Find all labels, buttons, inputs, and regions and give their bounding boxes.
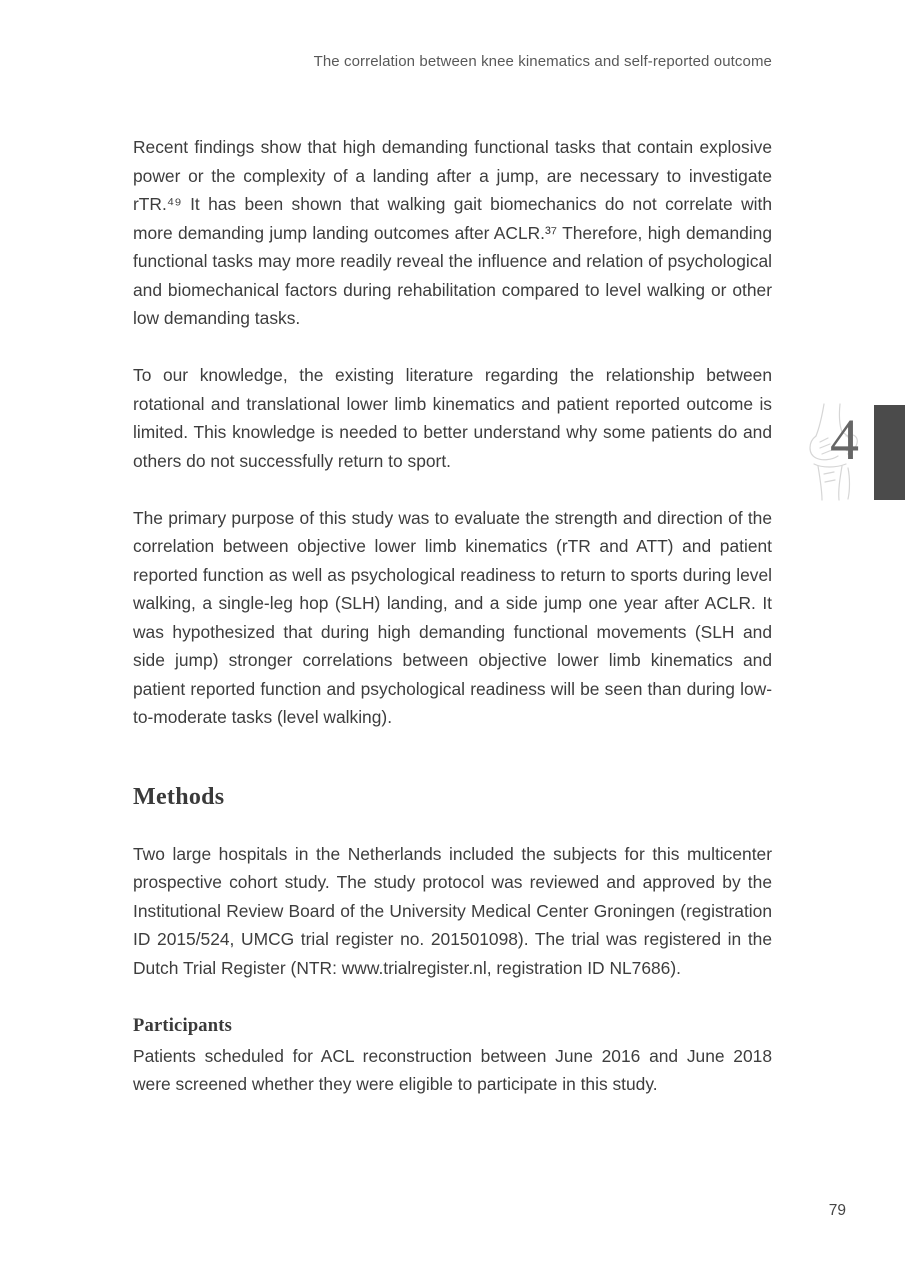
paragraph-intro-3: The primary purpose of this study was to evaluate the strength and direction of the correlation between objective lower limb kinematics (rTR and ATT) and patient reported function as well as psychological readiness to return to sports during level walking, a single-leg hop (SLH) landing, and a side jump one year after ACLR. It was hypothesized that during high demanding functional movements (SLH and side jump) stronger correlations between objective lower limb kinematics and patient reported function and psychological readiness will be seen than during low-to-moderate tasks (level walking). [133,507,772,727]
page-number: 79 [828,1202,846,1219]
participants-heading: Participants [133,1016,233,1036]
paragraph-participants: Patients scheduled for ACL reconstruction between June 2016 and June 2018 were screened whether they were eligible to participate in this study. [133,1045,772,1094]
paragraph-intro-2: To our knowledge, the existing literature regarding the relationship between rotational and translational lower limb kinematics and patient reported outcome is limited. This knowledge is needed to better understand why some patients do and others do not successfully return to sport. [133,365,772,471]
running-header: The correlation between knee kinematics and self-reported outcome [313,53,772,70]
chapter-number: 4 [830,407,859,472]
paragraph-methods: Two large hospitals in the Netherlands included the subjects for this multicenter prospective cohort study. The study protocol was reviewed and approved by the Institutional Review Board of the University Medical Center Groningen (registration ID 2015/524, UMCG trial register no. 201501098). The trial was registered in the Dutch Trial Register (NTR: www.trialregister.nl, registration ID NL7686). [133,843,772,978]
chapter-tab [874,405,905,500]
methods-heading: Methods [133,783,225,810]
paragraph-intro-1: Recent findings show that high demanding functional tasks that contain explosive power or the complexity of a landing after a jump, are necessary to investigate rTR.⁴⁹ It has been shown that walking gait biomechanics do not correlate with more demanding jump landing outcomes after ACLR.³⁷ Therefore, high demanding functional tasks may more readily reveal the influence and relation of psychological and biomechanical factors during rehabilitation compared to level walking or other low demanding tasks. [133,137,772,328]
content-column [133,133,772,1099]
chapter-marker [800,400,905,502]
